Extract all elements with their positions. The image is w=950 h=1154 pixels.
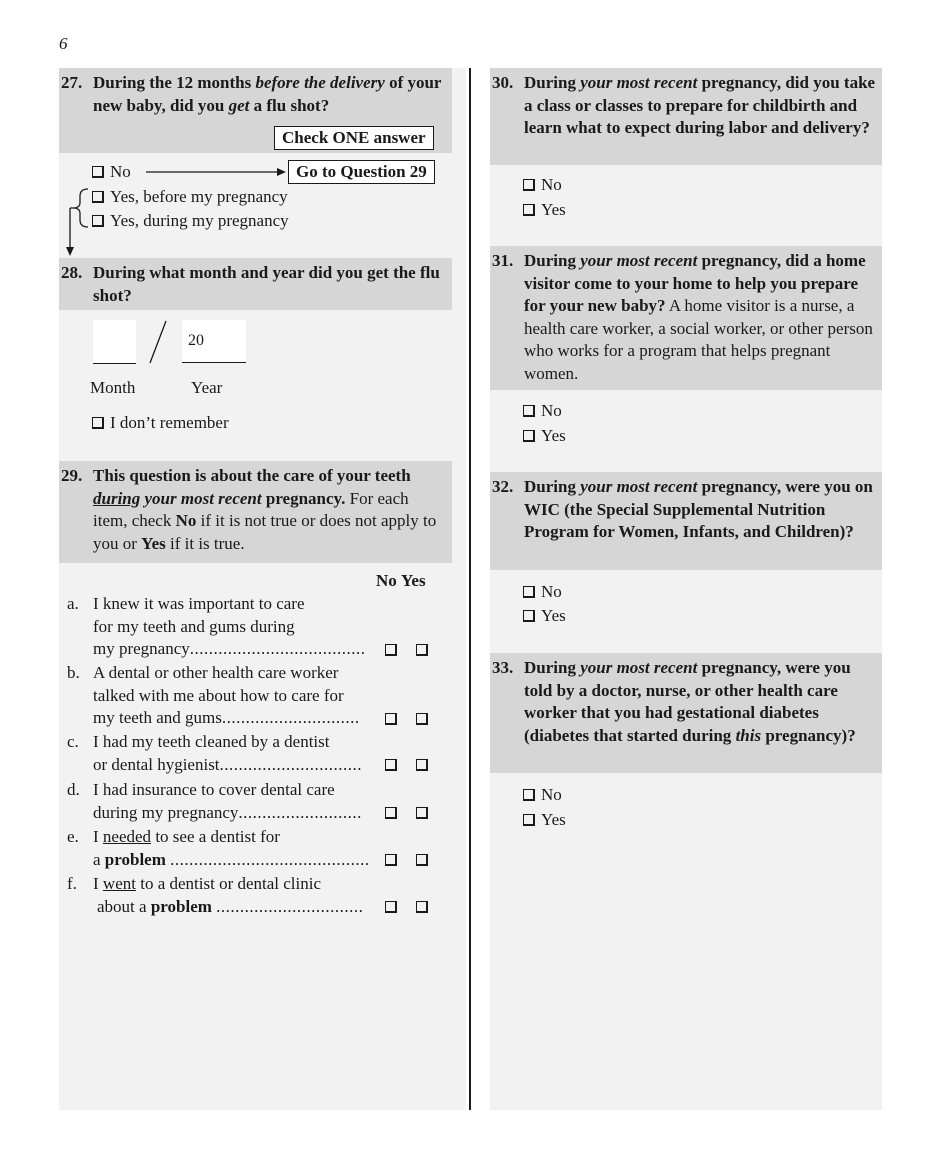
option-label: No: [541, 175, 562, 194]
question-32-text: [524, 476, 876, 544]
q27-text-e: a flu shot?: [249, 95, 330, 115]
q31-text-c: pregnancy, did a home visitor come to your home to help you prepare for your new baby?: [524, 251, 866, 315]
page-number: 6: [59, 34, 68, 53]
item-line: my pregnancy: [93, 639, 190, 658]
yes-checkbox[interactable]: [416, 639, 428, 662]
item-letter: f.: [67, 874, 77, 893]
leader-dots: ..............................: [219, 754, 363, 774]
q31-text-a: During: [524, 251, 581, 270]
checkbox[interactable]: [523, 405, 535, 417]
q29-instr-d: Yes: [141, 533, 166, 553]
q32-text-a: During: [524, 477, 581, 496]
q27-text-c: of your new baby, did you: [93, 73, 442, 115]
checkbox[interactable]: [523, 586, 535, 598]
q30-option-no[interactable]: [523, 174, 562, 196]
item-line: talked with me about how to care for: [93, 685, 344, 705]
option-label: Yes, during my pregnancy: [110, 211, 289, 230]
item-letter: c.: [67, 732, 79, 751]
checkbox[interactable]: [523, 814, 535, 826]
no-checkbox[interactable]: [385, 896, 397, 919]
question-33-header: [490, 653, 882, 773]
item-text: [93, 873, 381, 918]
option-label: No: [541, 582, 562, 601]
question-28-header: [59, 258, 452, 310]
yes-checkbox[interactable]: [416, 754, 428, 777]
column-headers: [376, 570, 426, 592]
q29-text-a: This question is about the care of your teeth: [93, 466, 411, 485]
yes-checkbox[interactable]: [416, 896, 428, 919]
q29-item-a: [67, 593, 467, 661]
item-text-part: to a dentist or dental clinic: [135, 874, 322, 893]
question-30-text: [524, 72, 876, 140]
q33-text-c: pregnancy, were you told by a doctor, nurse, or other health care worker that you had gestational diabetes (diabetes that started during: [524, 658, 851, 745]
question-number: 33.: [492, 658, 514, 677]
q29-item-d: [67, 779, 467, 825]
slash-separator: [146, 319, 170, 365]
leader-dots: ...............................: [216, 896, 364, 916]
leader-dots: .............................: [221, 708, 360, 727]
question-31-text: [524, 250, 876, 385]
q28-option-dont-remember[interactable]: [92, 412, 229, 434]
item-text: [93, 826, 381, 871]
arrow-right-icon: [146, 166, 286, 178]
checkbox[interactable]: [523, 204, 535, 216]
month-input[interactable]: [93, 320, 136, 364]
item-line: I had my teeth cleaned by a dentist: [93, 732, 330, 751]
year-prefix: 20: [188, 332, 204, 349]
question-number: 28.: [61, 263, 83, 282]
q32-option-yes[interactable]: [523, 605, 566, 627]
item-letter: e.: [67, 827, 79, 846]
q33-text-e: pregnancy)?: [761, 725, 856, 745]
option-label: Yes: [541, 810, 566, 829]
year-input[interactable]: [182, 320, 246, 363]
question-33-text: [524, 657, 876, 747]
question-32-header: [490, 472, 882, 570]
q29-text-d: pregnancy.: [261, 488, 346, 508]
no-checkbox[interactable]: [385, 754, 397, 777]
q29-instr-c: if it is not true or does not apply to you or: [93, 511, 437, 553]
option-label: Yes: [541, 426, 566, 445]
no-checkbox[interactable]: [385, 849, 397, 872]
option-label: I don’t remember: [110, 413, 229, 432]
item-text-part: about a: [97, 896, 151, 916]
check-one-answer-label: Check ONE answer: [274, 126, 434, 150]
q29-text-c: your most recent: [140, 488, 262, 508]
item-text-part: went: [102, 874, 136, 893]
checkbox[interactable]: [523, 789, 535, 801]
q33-text-b: your most recent: [580, 658, 698, 677]
q29-instr-e: if it is true.: [165, 533, 245, 553]
item-text-part: to see a dentist for: [151, 827, 280, 846]
q32-text-c: pregnancy, were you on WIC (the Special Supplemental Nutrition Program for Women, Infants, and Children)?: [524, 477, 873, 541]
q27-option-yes-during[interactable]: [92, 210, 289, 232]
item-text-part: problem: [150, 896, 212, 916]
no-checkbox[interactable]: [385, 708, 397, 731]
q27-option-no[interactable]: [92, 161, 131, 183]
item-line: for my teeth and gums during: [93, 616, 295, 636]
yes-checkbox[interactable]: [416, 849, 428, 872]
q29-text-b: during: [93, 488, 141, 508]
q29-item-e: [67, 826, 467, 872]
option-label: Yes: [541, 200, 566, 219]
column-divider: [469, 68, 471, 1110]
question-28-text: During what month and year did you get the flu shot?: [93, 263, 440, 305]
item-line: A dental or other health care worker: [93, 663, 339, 682]
option-label: No: [541, 401, 562, 420]
item-text-part: I: [93, 874, 103, 893]
month-label: Month: [90, 378, 136, 397]
question-30-header: [490, 68, 882, 165]
checkbox[interactable]: [92, 215, 104, 227]
checkbox[interactable]: [523, 179, 535, 191]
q33-text-a: During: [524, 658, 581, 677]
question-number: 32.: [492, 477, 514, 496]
q32-text-b: your most recent: [580, 477, 698, 496]
checkbox[interactable]: [92, 417, 104, 429]
item-line: I had insurance to cover dental care: [93, 780, 335, 799]
q29-item-f: [67, 873, 467, 919]
q33-text-d: this: [735, 725, 762, 745]
goto-question-29-label: Go to Question 29: [288, 160, 435, 184]
q33-option-no[interactable]: [523, 784, 562, 806]
q32-option-no[interactable]: [523, 581, 562, 603]
item-line: I knew it was important to care: [93, 594, 305, 613]
item-text: [93, 731, 381, 776]
question-31-header: [490, 246, 882, 390]
yes-checkbox[interactable]: [416, 708, 428, 731]
checkbox[interactable]: [523, 430, 535, 442]
q33-option-yes[interactable]: [523, 809, 566, 831]
question-29-header: [59, 461, 452, 563]
q29-instr-b: No: [175, 511, 197, 530]
question-number: 27.: [61, 73, 83, 92]
q30-text-a: During: [524, 73, 581, 92]
item-text: [93, 662, 381, 730]
item-text-part: problem: [104, 849, 166, 869]
question-number: 31.: [492, 251, 514, 270]
item-text: [93, 779, 381, 824]
q30-text-b: your most recent: [580, 73, 698, 92]
column-yes-header: Yes: [401, 571, 426, 590]
checkbox[interactable]: [92, 191, 104, 203]
option-label: Yes, before my pregnancy: [110, 187, 288, 206]
item-text-part: needed: [102, 827, 152, 846]
option-label: No: [110, 162, 131, 181]
leader-dots: ..........................: [238, 802, 362, 822]
leader-dots: ..........................................: [170, 849, 370, 869]
yes-checkbox[interactable]: [416, 802, 428, 825]
q30-text-c: pregnancy, did you take a class or classes to prepare for childbirth and learn what to expect during labor and delivery?: [524, 73, 876, 137]
q27-text-a: During the 12 months: [93, 73, 256, 92]
checkbox[interactable]: [92, 166, 104, 178]
no-checkbox[interactable]: [385, 802, 397, 825]
item-text-part: a: [93, 849, 105, 869]
q27-text-d: get: [228, 95, 250, 115]
item-line: during my pregnancy: [93, 802, 239, 822]
q27-option-yes-before[interactable]: [92, 186, 288, 208]
item-line: or dental hygienist: [93, 754, 220, 774]
no-checkbox[interactable]: [385, 639, 397, 662]
item-letter: b.: [67, 663, 80, 682]
item-letter: d.: [67, 780, 80, 799]
option-label: Yes: [541, 606, 566, 625]
question-number: 29.: [61, 466, 83, 485]
brace-arrow-down-icon: [62, 186, 92, 258]
q27-text-b: before the delivery: [255, 73, 385, 92]
year-label: Year: [191, 378, 223, 397]
q31-option-yes[interactable]: [523, 425, 566, 447]
item-text-part: I: [93, 827, 103, 846]
q31-text-b: your most recent: [580, 251, 698, 270]
question-27-text: [93, 72, 446, 117]
item-text: [93, 593, 381, 661]
question-number: 30.: [492, 73, 514, 92]
q30-option-yes[interactable]: [523, 199, 566, 221]
q29-instr-a: For each item, check: [93, 488, 409, 530]
q29-item-b: [67, 662, 467, 730]
column-no-header: No: [376, 571, 397, 590]
q31-text-d: A home visitor is a nurse, a health care worker, a social worker, or other person who works for a program that helps pregnant women.: [524, 296, 873, 383]
item-letter: a.: [67, 594, 79, 613]
leader-dots: .....................................: [189, 639, 366, 658]
q29-item-c: [67, 731, 467, 777]
checkbox[interactable]: [523, 610, 535, 622]
q31-option-no[interactable]: [523, 400, 562, 422]
item-line: my teeth and gums: [93, 708, 222, 727]
option-label: No: [541, 785, 562, 804]
question-29-text: [93, 465, 446, 555]
